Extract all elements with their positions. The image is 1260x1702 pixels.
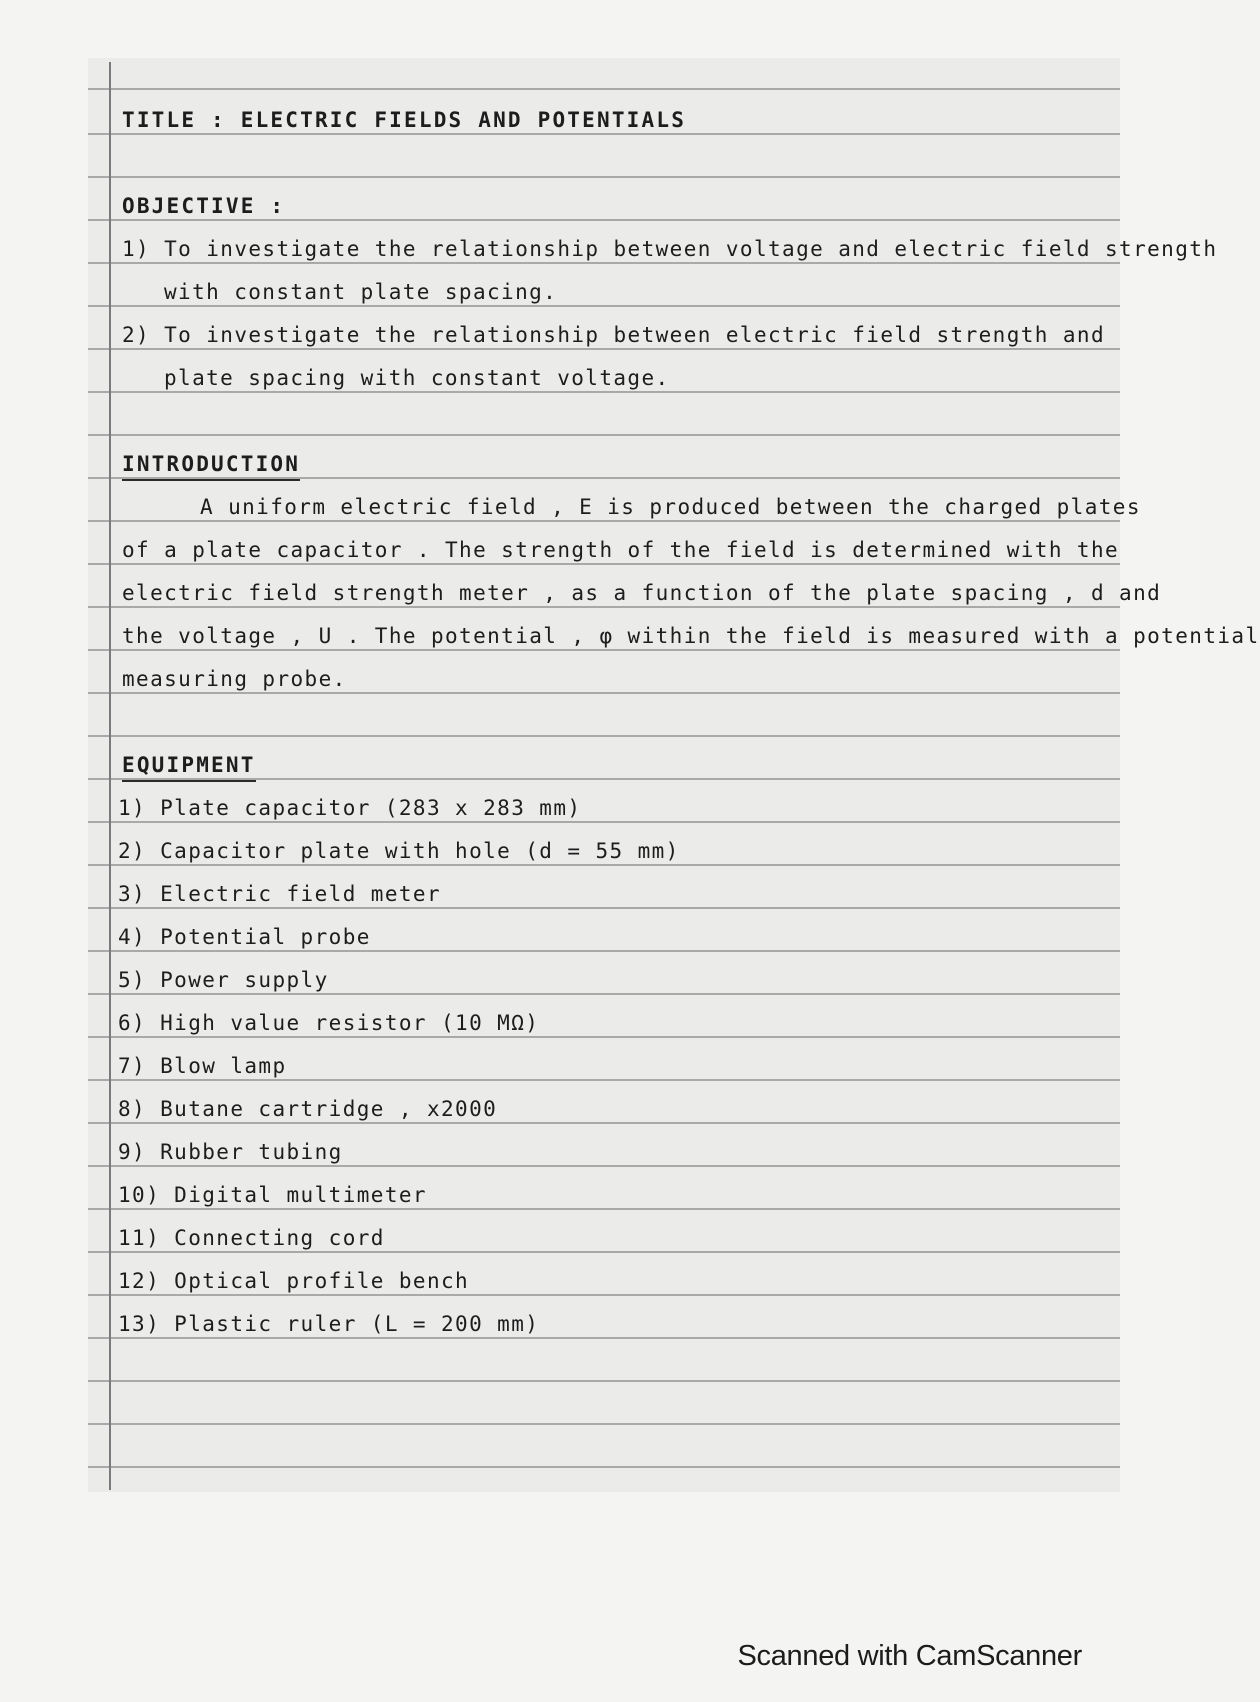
introduction-line-5: measuring probe. — [122, 667, 347, 691]
equipment-item: 8) Butane cartridge , x2000 — [118, 1097, 498, 1121]
equipment-item: 6) High value resistor (10 MΩ) — [118, 1011, 540, 1035]
introduction-line-3: electric field strength meter , as a function of the plate spacing , d and — [122, 581, 1162, 605]
equipment-item: 13) Plastic ruler (L = 200 mm) — [118, 1312, 540, 1336]
equipment-heading-wrap — [122, 745, 1112, 785]
objective-heading: OBJECTIVE : — [122, 194, 286, 218]
objective-item-2-line-2: plate spacing with constant voltage. — [164, 366, 670, 390]
equipment-item: 11) Connecting cord — [118, 1226, 385, 1250]
equipment-item: 3) Electric field meter — [118, 882, 441, 906]
introduction-heading: INTRODUCTION — [122, 452, 300, 481]
equipment-item: 4) Potential probe — [118, 925, 371, 949]
introduction-line-1: A uniform electric field , E is produced between the charged plates — [200, 495, 1141, 519]
equipment-item: 10) Digital multimeter — [118, 1183, 427, 1207]
equipment-item: 9) Rubber tubing — [118, 1140, 343, 1164]
equipment-item: 5) Power supply — [118, 968, 329, 992]
ruled-line — [88, 1380, 1120, 1382]
objective-item-1-line-2: with constant plate spacing. — [164, 280, 558, 304]
ruled-line — [88, 735, 1120, 737]
ruled-line — [88, 1423, 1120, 1425]
equipment-item: 2) Capacitor plate with hole (d = 55 mm) — [118, 839, 680, 863]
introduction-line-4: the voltage , U . The potential , φ within the field is measured with a potential — [122, 624, 1260, 648]
scanner-watermark: Scanned with CamScanner — [737, 1640, 1082, 1672]
ruled-line — [88, 434, 1120, 436]
equipment-item: 7) Blow lamp — [118, 1054, 287, 1078]
equipment-item: 1) Plate capacitor (283 x 283 mm) — [118, 796, 582, 820]
introduction-heading-wrap — [122, 444, 1112, 484]
ruled-line — [88, 88, 1120, 90]
introduction-line-2: of a plate capacitor . The strength of the field is determined with the — [122, 538, 1120, 562]
objective-item-1-line-1: 1) To investigate the relationship between voltage and electric field strength — [122, 237, 1218, 261]
margin-line — [109, 62, 111, 1490]
objective-item-2-line-1: 2) To investigate the relationship between electric field strength and — [122, 323, 1106, 347]
equipment-item: 12) Optical profile bench — [118, 1269, 470, 1293]
page-title: TITLE : ELECTRIC FIELDS AND POTENTIALS — [122, 108, 687, 132]
equipment-heading: EQUIPMENT — [122, 753, 256, 782]
ruled-line — [88, 1466, 1120, 1468]
ruled-line — [88, 176, 1120, 178]
